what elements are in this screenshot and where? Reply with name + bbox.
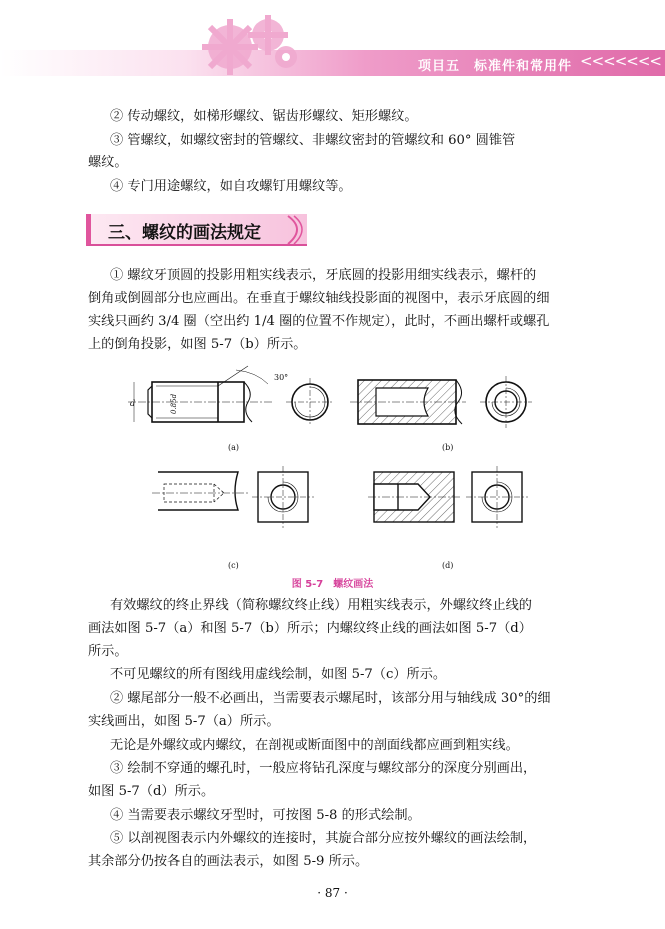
paragraph: ② 传动螺纹，如梯形螺纹、锯齿形螺纹、矩形螺纹。 (110, 109, 418, 124)
paragraph: 画法如图 5-7（a）和图 5-7（b）所示；内螺纹终止线的画法如图 5-7（d） (88, 621, 532, 636)
view-b-external-thread-section (350, 376, 532, 428)
paragraph: 实线只画约 3/4 圈（空出约 1/4 圈的位置不作规定），此时，不画出螺杆或螺孔 (88, 314, 550, 329)
paragraph: 有效螺纹的终止界线（简称螺纹终止线）用粗实线表示，外螺纹终止线的 (110, 598, 532, 613)
paragraph: ④ 当需要表示螺纹牙型时，可按图 5-8 的形式绘制。 (110, 808, 421, 823)
sub-label-a: (a) (228, 443, 240, 452)
page-number: · 87 · (317, 886, 348, 900)
page-header (0, 0, 665, 78)
dim-085d-label: 0.85d (170, 393, 178, 414)
paragraph: ③ 管螺纹，如螺纹密封的管螺纹、非螺纹密封的管螺纹和 60° 圆锥管 (110, 133, 516, 148)
gear-icon (190, 5, 310, 77)
view-a-external-thread (128, 366, 334, 426)
paragraph: 实线画出，如图 5-7（a）所示。 (88, 714, 280, 729)
paragraph: ⑤ 以剖视图表示内外螺纹的连接时，其旋合部分应按外螺纹的画法绘制， (110, 831, 537, 846)
paragraph: 不可见螺纹的所有图线用虚线绘制，如图 5-7（c）所示。 (110, 667, 447, 682)
sub-label-b: (b) (442, 443, 454, 452)
sub-label-c: (c) (228, 561, 239, 570)
paragraph: 其余部分仍按各自的画法表示，如图 5-9 所示。 (88, 854, 369, 869)
paragraph: ② 螺尾部分一般不必画出，当需要表示螺尾时，该部分用与轴线成 30°的细 (110, 691, 551, 706)
paragraph: 所示。 (88, 644, 128, 659)
dim-d-label: d (130, 399, 136, 408)
paragraph: 无论是外螺纹或内螺纹，在剖视或断面图中的剖面线都应画到粗实线。 (110, 738, 519, 753)
angle-label: 30° (274, 373, 289, 382)
paragraph: 上的倒角投影，如图 5-7（b）所示。 (88, 337, 307, 352)
figure-caption: 图 5-7 螺纹画法 (291, 579, 374, 590)
header-title: 项目五 标准件和常用件 (418, 59, 573, 74)
section-heading-tail (286, 214, 308, 246)
paragraph: 倒角或倒圆部分也应画出。在垂直于螺纹轴线投影面的视图中，表示牙底圆的细 (88, 291, 550, 306)
paragraph: ④ 专门用途螺纹，如自攻螺钉用螺纹等。 (110, 179, 352, 194)
header-arrows: <<<<<<< (580, 52, 661, 70)
thread-drawing-figure (128, 362, 538, 582)
sub-label-d: (d) (442, 561, 454, 570)
view-c-hidden-internal-thread (152, 466, 314, 528)
paragraph: ③ 绘制不穿通的螺孔时，一般应将钻孔深度与螺纹部分的深度分别画出， (110, 761, 537, 776)
section-title: 三、螺纹的画法规定 (108, 223, 261, 243)
paragraph: 螺纹。 (88, 155, 128, 170)
paragraph: 如图 5-7（d）所示。 (88, 784, 215, 799)
paragraph: ① 螺纹牙顶圆的投影用粗实线表示，牙底圆的投影用细实线表示，螺杆的 (110, 268, 537, 283)
view-d-internal-thread-section (368, 466, 528, 528)
